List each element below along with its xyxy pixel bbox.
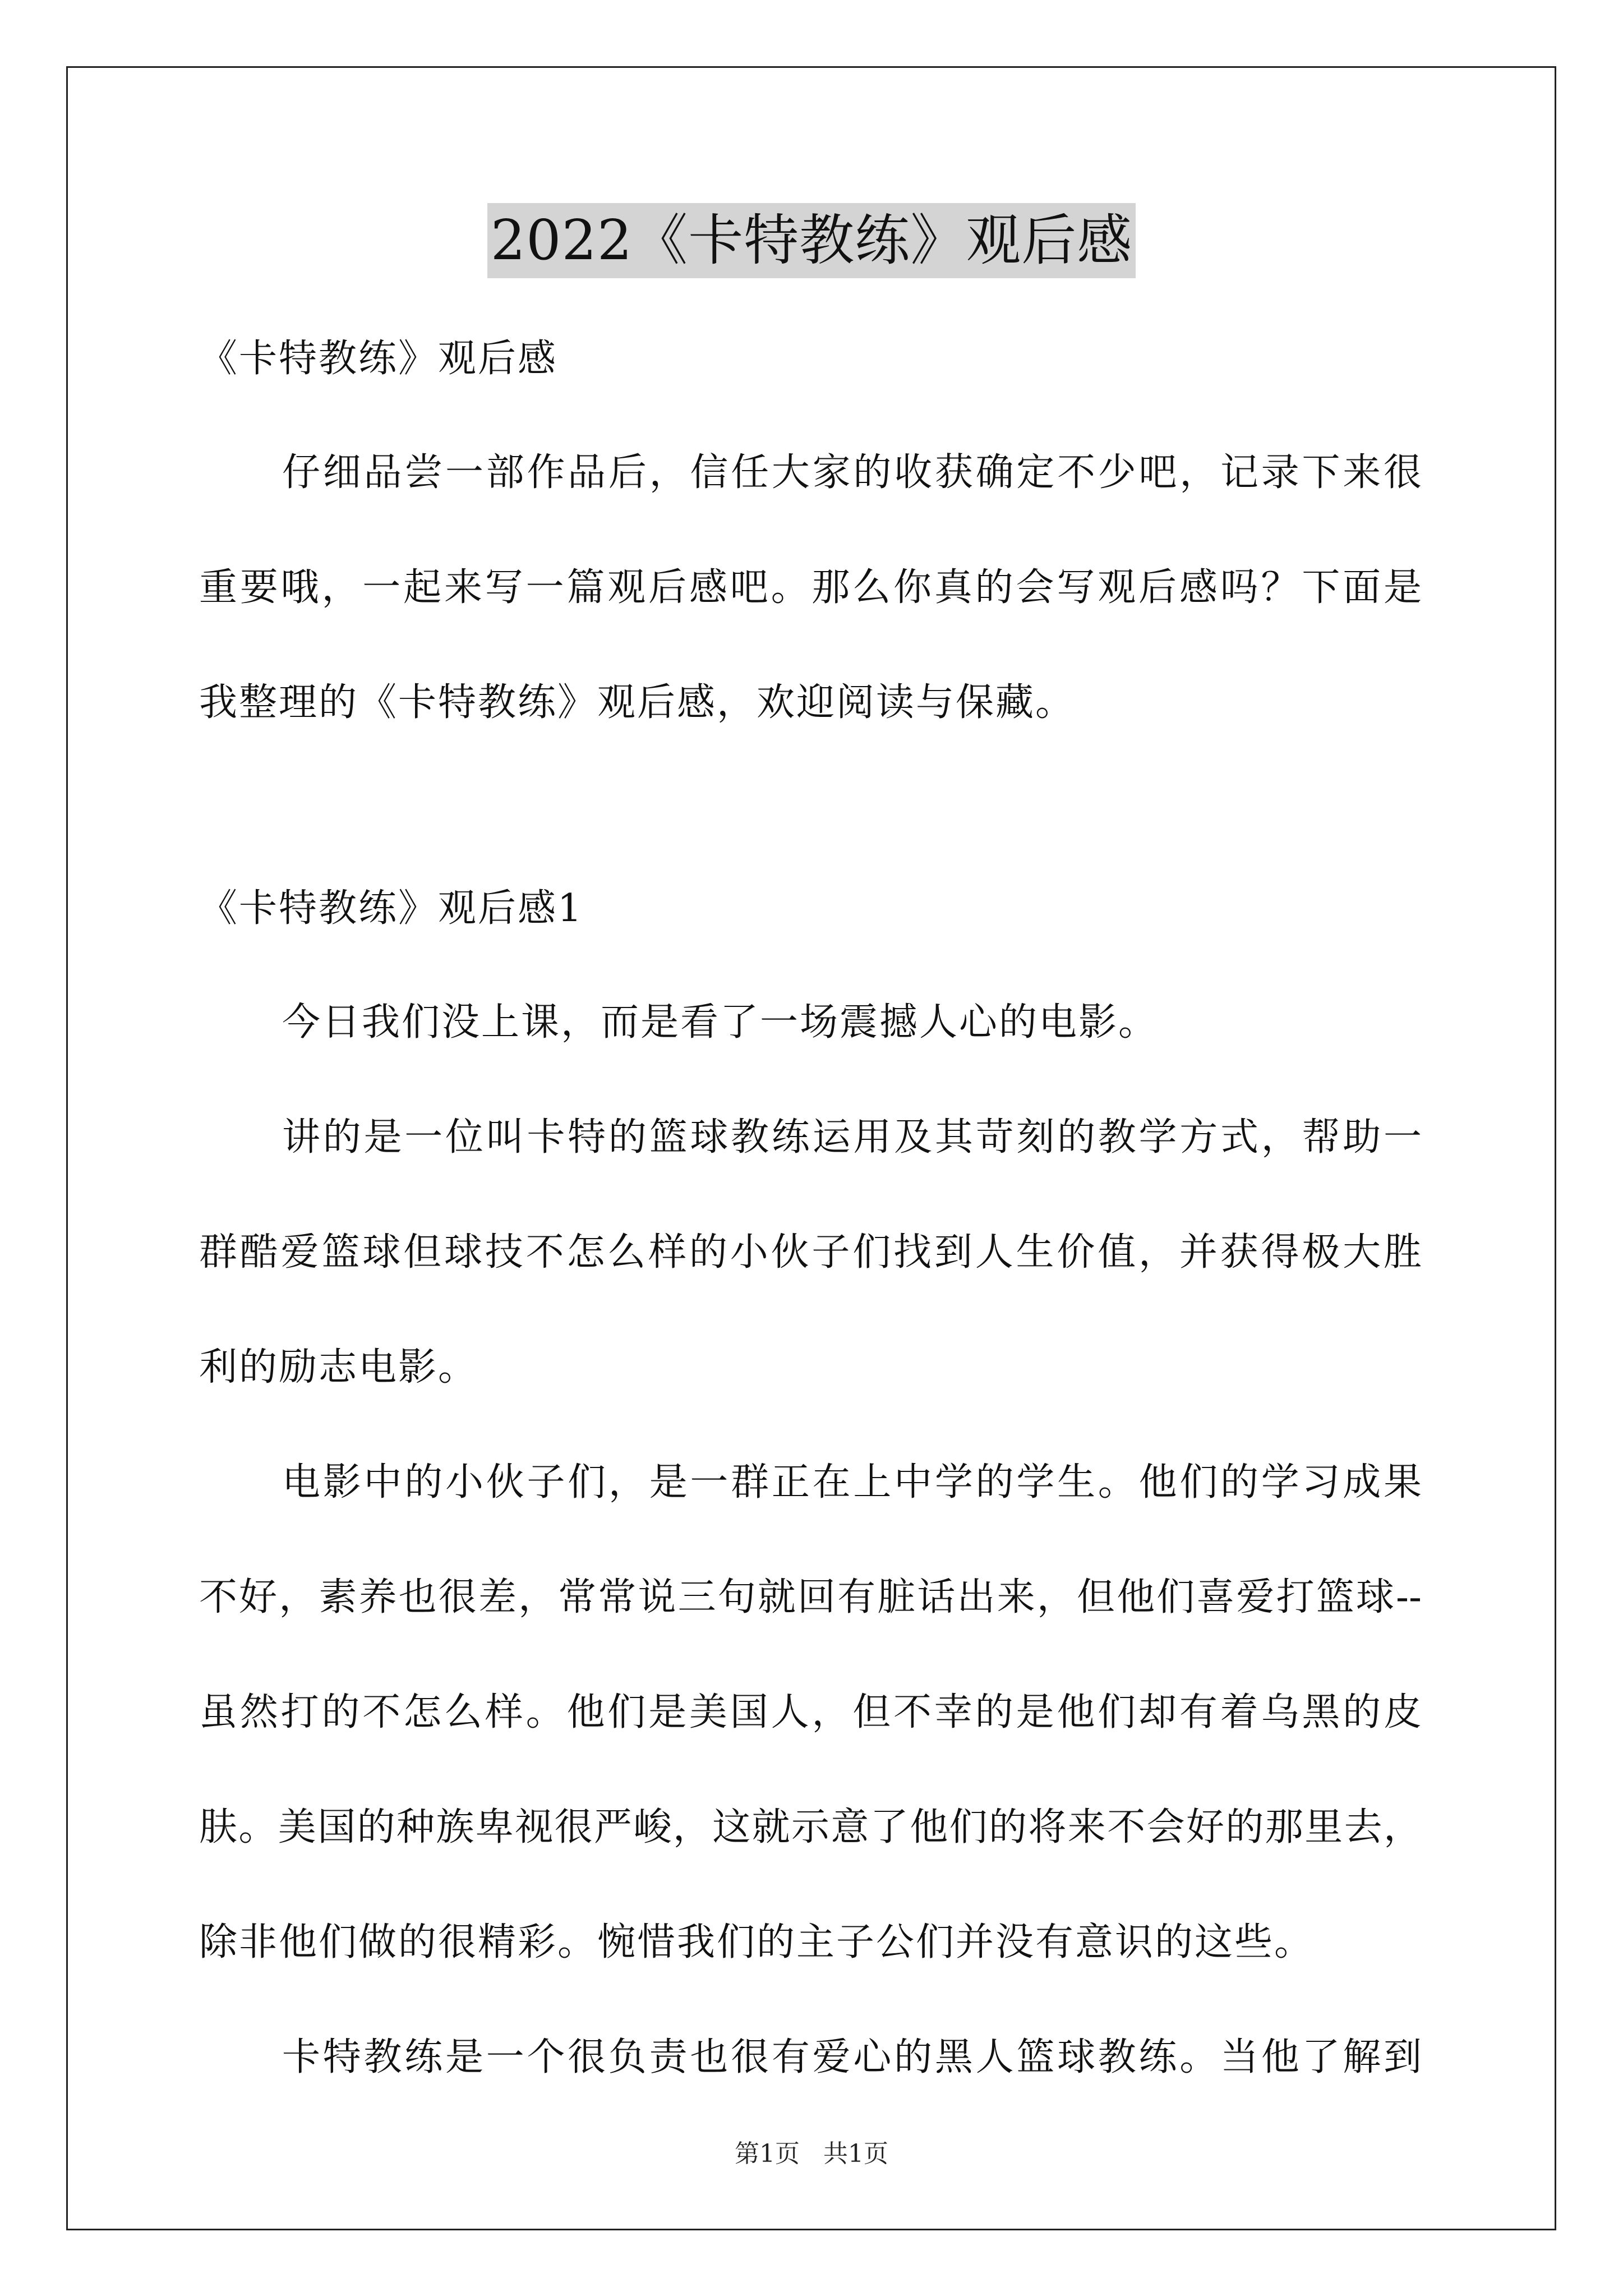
paragraph-line: 肤。美国的种族卑视很严峻，这就示意了他们的将来不会好的那里去， [199, 1805, 1422, 1849]
paragraph-line: 今日我们没上课，而是看了一场震撼人心的电影。 [282, 1000, 1159, 1045]
title-container [0, 203, 1623, 278]
page-total: 共1页 [823, 2139, 888, 2168]
section-heading: 《卡特教练》观后感1 [199, 886, 584, 931]
subtitle: 《卡特教练》观后感 [199, 337, 558, 381]
paragraph-line: 群酷爱篮球但球技不怎么样的小伙子们找到人生价值，并获得极大胜 [199, 1230, 1422, 1274]
paragraph-line: 电影中的小伙子们，是一群正在上中学的学生。他们的学习成果 [282, 1460, 1422, 1504]
paragraph-line: 讲的是一位叫卡特的篮球教练运用及其苛刻的教学方式，帮助一 [282, 1115, 1422, 1159]
page-footer [0, 2138, 1623, 2170]
paragraph-line: 我整理的《卡特教练》观后感，欢迎阅读与保藏。 [199, 680, 1076, 725]
paragraph-line: 卡特教练是一个很负责也很有爱心的黑人篮球教练。当他了解到 [282, 2035, 1422, 2079]
paragraph-line: 重要哦，一起来写一篇观后感吧。那么你真的会写观后感吗？下面是 [199, 565, 1422, 610]
paragraph-line: 虽然打的不怎么样。他们是美国人，但不幸的是他们却有着乌黑的皮 [199, 1690, 1422, 1734]
paragraph-line: 不好，素养也很差，常常说三句就回有脏话出来，但他们喜爱打篮球-- [199, 1575, 1422, 1619]
paragraph-line: 利的励志电影。 [199, 1345, 478, 1389]
document-title: 2022《卡特教练》观后感 [487, 203, 1136, 278]
paragraph-line: 除非他们做的很精彩。惋惜我们的主子公们并没有意识的这些。 [199, 1920, 1315, 1964]
paragraph-line: 仔细品尝一部作品后，信任大家的收获确定不少吧，记录下来很 [282, 450, 1422, 495]
page-number: 第1页 [735, 2139, 800, 2168]
